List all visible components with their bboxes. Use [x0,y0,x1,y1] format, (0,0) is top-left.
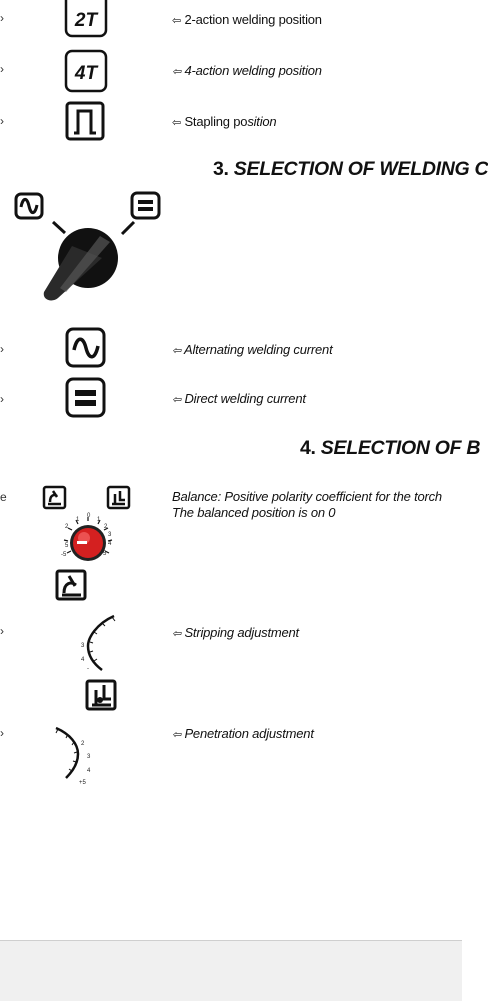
heading-number: 4. [300,437,316,459]
label-dc [172,391,306,408]
scale-tick-label: 4 [87,768,91,774]
penetration-scale [52,722,100,784]
page-footer-gap [0,940,462,1001]
label-dc-text: Direct welding current [184,391,306,406]
label-ac-text: Alternating welding current [183,342,333,357]
knob-tick-label: 3 [108,532,112,538]
knob-tick-label: -5 [61,552,67,558]
arrow-icon: ⇦ [172,345,182,357]
section-heading-4 [300,437,480,460]
arrow-icon: ⇦ [172,729,182,741]
arrow-icon: ⇦ [172,394,182,406]
label-4t [172,63,322,80]
label-2t-text: 2-action welding position [184,12,322,27]
2t-mode-icon [64,0,108,40]
label-2t [172,12,322,29]
bullet-mark: › [0,114,4,128]
knob-tick-label: 4 [108,541,112,547]
stripping-scale [78,612,126,674]
knob-tick-label: 1 [97,517,101,523]
bullet-mark: › [0,62,4,76]
torch-negative-icon [106,485,132,511]
scale-tick-label: 4 [81,657,85,663]
label-stapling-text-italic: sition [247,114,277,129]
bullet-mark: › [0,624,4,638]
label-stripping [172,625,299,642]
heading-title: SELECTION OF B [320,437,481,459]
label-penetration [172,726,314,743]
label-penetration-text: Penetration adjustment [184,726,314,741]
dc-bar-icon [132,193,159,218]
label-4t-text: 4-action welding position [184,63,322,78]
dc-current-icon [64,376,108,420]
label-stripping-text: Stripping adjustment [184,625,299,640]
arrow-icon: ⇦ [172,117,182,129]
section-heading-3 [213,158,488,181]
arrow-icon: ⇦ [172,628,182,640]
knob-tick-label: 0 [87,513,91,519]
heading-title: SELECTION OF WELDING C [233,158,488,180]
knob-tick-label: 2 [104,524,108,530]
4t-symbol-text: 4T [74,63,98,84]
torch-penetration-icon [84,678,118,712]
2t-symbol-text: 2T [74,10,98,31]
label-ac [172,342,333,359]
scale-tick-label: +5 [79,780,86,786]
label-balance-line1: Balance: Positive polarity coefficient for the torch [172,489,442,504]
bullet-mark: › [0,11,4,25]
knob-tick-label: 5 [65,543,69,549]
knob-tick-label: 1 [76,517,80,523]
bullet-mark: › [0,342,4,356]
current-selector-knob [10,188,170,308]
torch-positive-icon [42,485,68,511]
ac-current-icon [64,326,108,370]
scale-tick-label: 3 [87,754,91,760]
stapling-pulse-icon [64,100,108,142]
label-balance-line2: The balanced position is on 0 [172,505,336,520]
arrow-icon: ⇦ [172,15,182,27]
4t-mode-icon [64,48,108,94]
cut-letter: e [0,490,7,504]
label-stapling-text: Stapling po [184,114,248,129]
arrow-icon: ⇦ [172,66,182,78]
bullet-mark: › [0,392,4,406]
knob-tick-label: 5 [103,551,107,557]
scale-tick-label: - [87,666,89,672]
scale-tick-label: 2 [81,741,85,747]
scale-tick-label: 3 [81,643,85,649]
label-stapling [172,114,276,131]
bullet-mark: › [0,726,4,740]
knob-tick-label: 2 [65,524,69,530]
ac-wave-icon [16,194,42,218]
torch-stripping-icon [54,568,88,602]
heading-number: 3. [213,158,229,180]
